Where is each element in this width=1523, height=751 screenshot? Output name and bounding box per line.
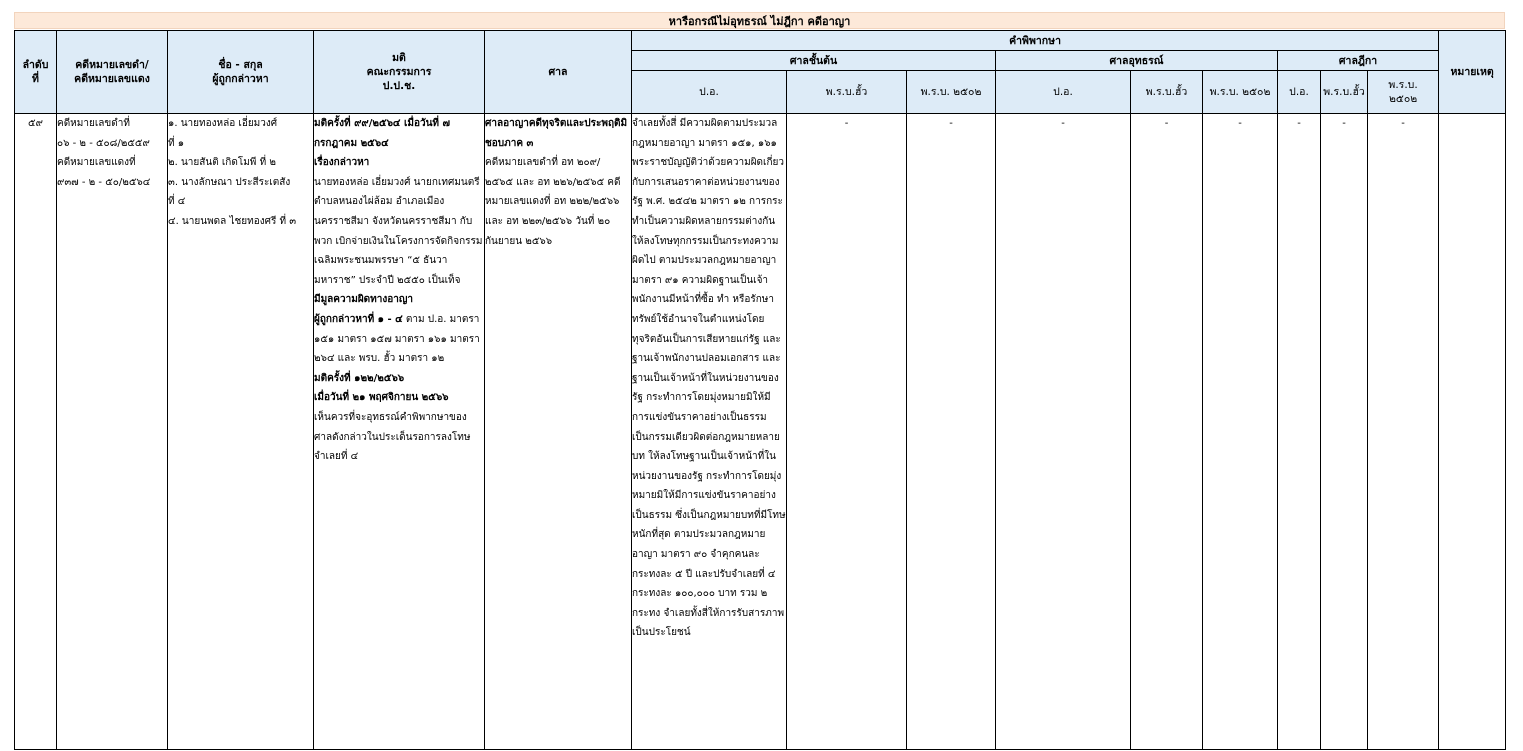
row-appeal-prb-bid: - (1131, 114, 1203, 750)
row-first-prb-2502: - (907, 114, 996, 750)
table-row (15, 114, 1506, 750)
table-banner-title: หารือกรณีไม่อุทธรณ์ ไม่ฎีกา คดีอาญา (14, 12, 1505, 29)
header-supreme-po: ป.อ. (1278, 71, 1321, 114)
row-supreme-prb-bid: - (1321, 114, 1368, 750)
header-case-no: คดีหมายเลขดำ/ คดีหมายเลขแดง (57, 31, 168, 114)
row-supreme-po: - (1278, 114, 1321, 750)
header-resolution: มติ คณะกรรมการ ป.ป.ช. (314, 31, 485, 114)
row-accused-names: ๑. นายทองหล่อ เอี่ยมวงศ์ ที่ ๑ ๒. นายสันติ เกิดโมพี ที่ ๒ ๓. นางลักษณา ประสีระเตสัง ที่ ๔ ๔. นายนพดล ไชยทองศรี ที่ ๓ (168, 114, 314, 750)
row-case-no: คดีหมายเลขดำที่ ๐๖ - ๒ - ๕๐๘/๒๕๕๙ คดีหมายเลขแดงที่ ๙๓๗ - ๒ - ๕๐/๒๕๖๔ (57, 114, 168, 750)
row-seq: ๕๙ (15, 114, 57, 750)
row-judgment-text: จำเลยทั้งสี่ มีความผิดตามประมวลกฎหมายอาญา มาตรา ๑๕๑, ๑๖๑ พระราชบัญญัติว่าด้วยความผิดเกี่ยวกับการเสนอราคาต่อหน่วยงานของรัฐ พ.ศ. ๒๕๔๒ มาตรา ๑๒ การกระทำเป็นความผิดหลายกรรมต่างกัน ให้ลงโทษทุกกรรมเป็นกระทงความผิดไป ตามประมวลกฎหมายอาญา มาตรา ๙๑ ความผิดฐานเป็นเจ้าพนักงานมีหน้าที่ซื้อ ทำ หรือรักษาทรัพย์ใช้อำนาจในตำแหน่งโดยทุจริตอันเป็นการเสียหายแก่รัฐ และฐานเจ้าพนักงานปลอมเอกสาร และฐานเป็นเจ้าหน้าที่ในหน่วยงานของรัฐ กระทำการโดยมุ่งหมายมิให้มีการแข่งขันราคาอย่างเป็นธรรม เป็นกรรมเดียวผิดต่อกฎหมายหลายบท ให้ลงโทษฐานเป็นเจ้าหน้าที่ในหน่วยงานของรัฐ กระทำการโดยมุ่งหมายมิให้มีการแข่งขันราคาอย่างเป็นธรรม ซึ่งเป็นกฎหมายบทที่มีโทษหนักที่สุด ตามประมวลกฎหมายอาญา มาตรา ๙๐ จำคุกคนละกระทงละ ๕ ปี และปรับจำเลยที่ ๔ กระทงละ ๑๐๐,๐๐๐ บาท รวม ๒ กระทง จำเลยทั้งสี่ให้การรับสารภาพเป็นประโยชน์ (632, 114, 787, 750)
header-court-supreme: ศาลฎีกา (1278, 51, 1439, 71)
header-seq: ลำดับ ที่ (15, 31, 57, 114)
row-remarks (1439, 114, 1506, 750)
row-resolution: มติครั้งที่ ๙๙/๒๕๖๔ เมื่อวันที่ ๗ กรกฎาคม ๒๕๖๔ เรื่องกล่าวหา นายทองหล่อ เอี่ยมวงศ์ นายกเทศมนตรีตำบลหนองไผ่ล้อม อำเภอเมืองนครราชสีมา จังหวัดนครราชสีมา กับพวก เบิกจ่ายเงินในโครงการจัดกิจกรรมเฉลิมพระชนมพรรษา “๕ ธันวามหาราช” ประจำปี ๒๕๕๐ เป็นเท็จ มีมูลความผิดทางอาญา ผู้ถูกกล่าวหาที่ ๑ - ๔ ตาม ป.อ. มาตรา ๑๕๑ มาตรา ๑๕๗ มาตรา ๑๖๑ มาตรา ๒๖๔ และ พรบ. ฮั้ว มาตรา ๑๒ มติครั้งที่ ๑๒๒/๒๕๖๖ เมื่อวันที่ ๒๑ พฤศจิกายน ๒๕๖๖ เห็นควรที่จะอุทธรณ์คำพิพากษาของศาลดังกล่าวในประเด็นรอการลงโทษจำเลยที่ ๔ (314, 114, 485, 750)
row-court: ศาลอาญาคดีทุจริตและประพฤติมิชอบภาค ๓ คดีหมายเลขดำที่ อท ๒๐๙/ ๒๕๖๕ และ อท ๒๒๖/๒๕๖๕ คดีหมายเลขแดงที่ อท ๒๒๒/๒๕๖๖ และ อท ๒๒๓/๒๕๖๖ วันที่ ๒๐ กันยายน ๒๕๖๖ (485, 114, 632, 750)
header-court-appeal: ศาลอุทธรณ์ (996, 51, 1278, 71)
header-first-prb-2502: พ.ร.บ. ๒๕๐๒ (907, 71, 996, 114)
row-appeal-prb-2502: - (1203, 114, 1278, 750)
header-supreme-prb-2502: พ.ร.บ. ๒๕๐๒ (1368, 71, 1439, 114)
header-appeal-po: ป.อ. (996, 71, 1131, 114)
header-remarks: หมายเหตุ (1439, 31, 1506, 114)
header-supreme-prb-bid: พ.ร.บ.ฮั้ว (1321, 71, 1368, 114)
row-appeal-po: - (996, 114, 1131, 750)
header-first-po: ป.อ. (632, 71, 787, 114)
header-court: ศาล (485, 31, 632, 114)
header-court-first-instance: ศาลชั้นต้น (632, 51, 996, 71)
row-first-prb-bid: - (787, 114, 907, 750)
header-appeal-prb-bid: พ.ร.บ.ฮั้ว (1131, 71, 1203, 114)
case-table (14, 30, 1506, 750)
header-appeal-prb-2502: พ.ร.บ. ๒๕๐๒ (1203, 71, 1278, 114)
header-accused-name: ชื่อ - สกุล ผู้ถูกกล่าวหา (168, 31, 314, 114)
header-judgment: คำพิพากษา (632, 31, 1439, 51)
row-supreme-prb-2502: - (1368, 114, 1439, 750)
header-first-prb-bid: พ.ร.บ.ฮั้ว (787, 71, 907, 114)
